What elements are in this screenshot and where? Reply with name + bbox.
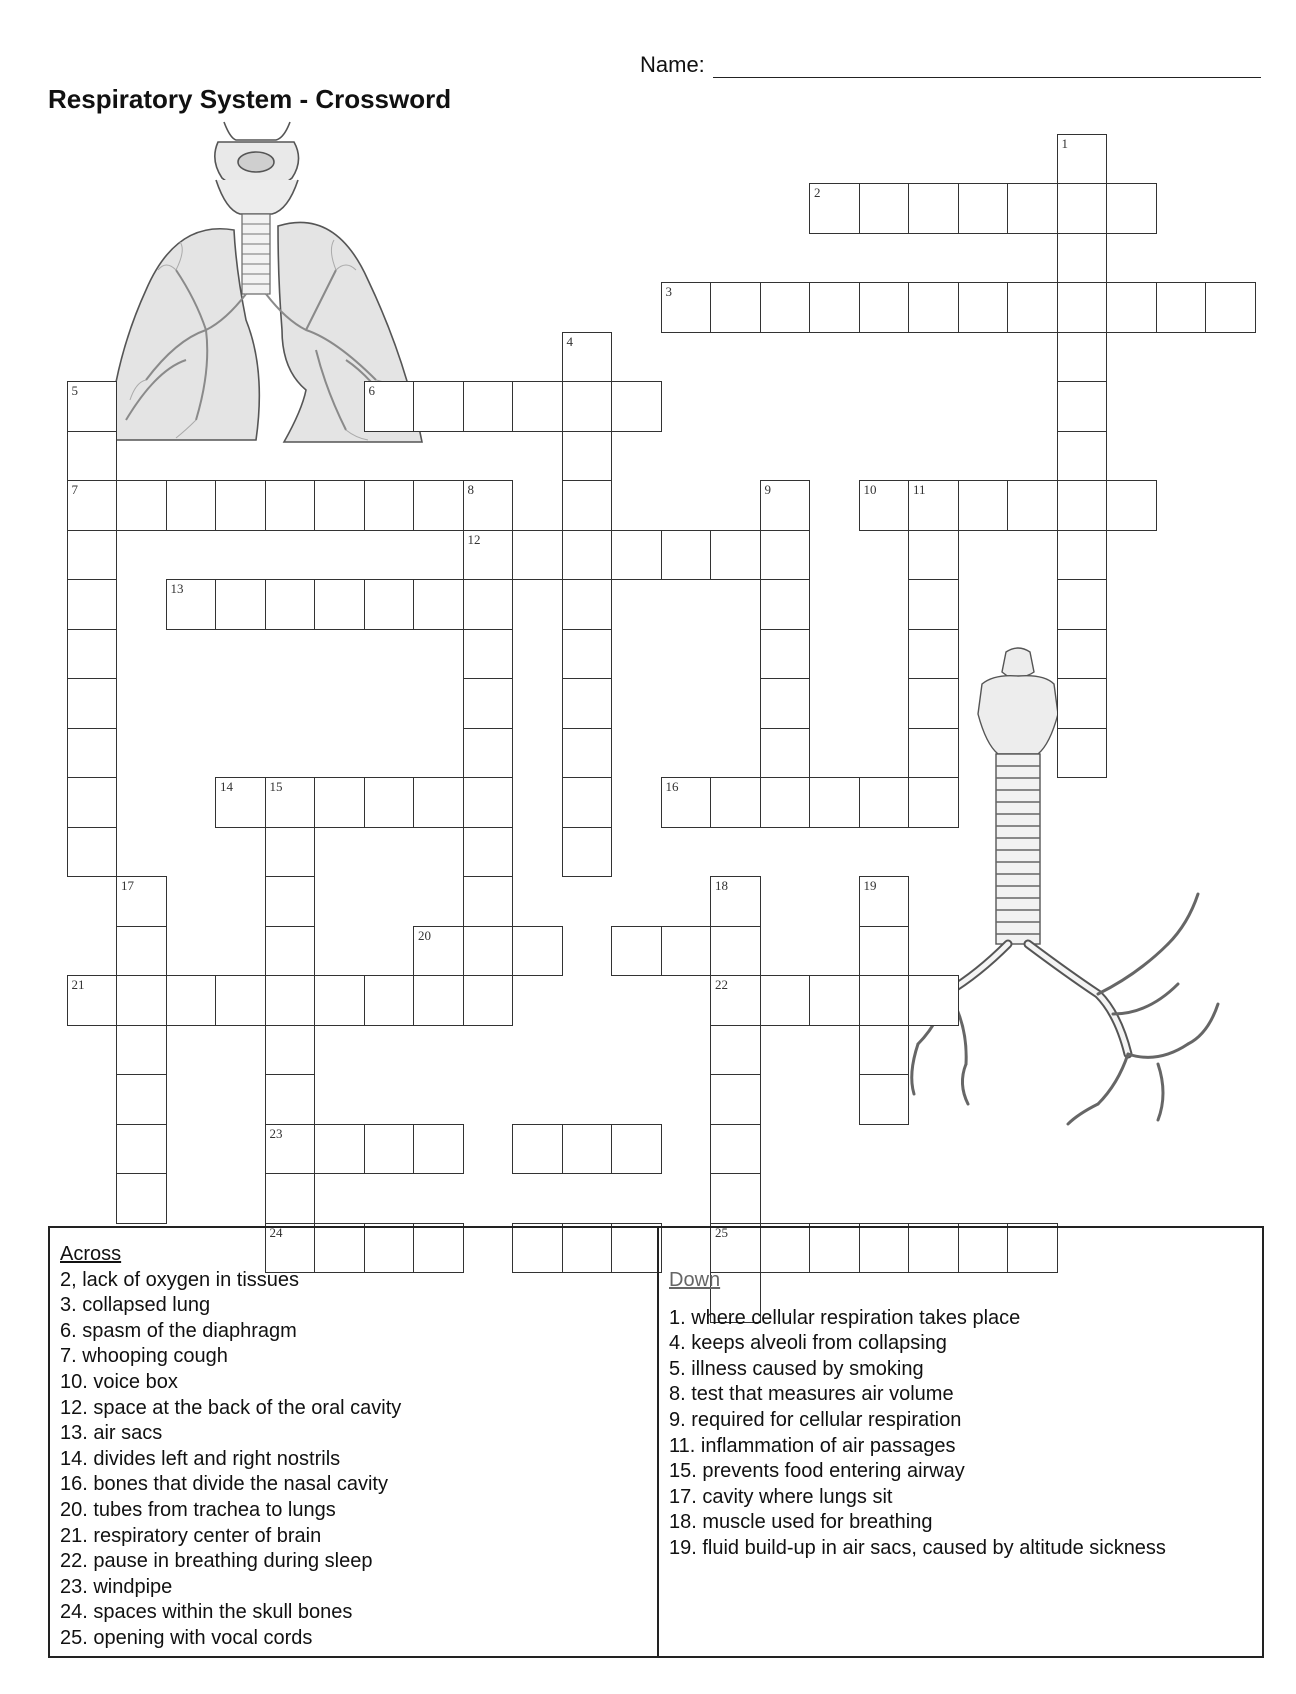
crossword-cell[interactable] xyxy=(760,282,811,333)
crossword-cell[interactable] xyxy=(710,1025,761,1076)
crossword-cell[interactable] xyxy=(413,926,464,977)
across-clues xyxy=(50,1228,659,1656)
clue-number: 20 xyxy=(418,927,431,943)
across-clue: 22. pause in breathing during sleep xyxy=(60,1550,373,1573)
crossword-cell[interactable] xyxy=(562,629,613,680)
across-clue: 23. windpipe xyxy=(60,1575,173,1598)
crossword-cell[interactable] xyxy=(908,530,959,581)
crossword-cell[interactable] xyxy=(710,1124,761,1175)
crossword-cell[interactable] xyxy=(562,431,613,482)
clue-number: 24 xyxy=(269,1224,283,1240)
crossword-cell[interactable] xyxy=(809,183,860,234)
crossword-cell[interactable] xyxy=(710,530,761,581)
crossword-cell[interactable] xyxy=(859,975,910,1026)
crossword-cell[interactable] xyxy=(265,827,316,878)
crossword-cell[interactable] xyxy=(116,1173,167,1224)
crossword-cell[interactable] xyxy=(760,530,811,581)
across-clue: 3. collapsed lung xyxy=(60,1294,211,1317)
clue-number: 1 xyxy=(1061,135,1068,151)
crossword-cell[interactable] xyxy=(1057,678,1108,729)
crossword-cell[interactable] xyxy=(166,579,217,630)
crossword-cell[interactable] xyxy=(760,728,811,779)
across-clue: 24. spaces within the skull bones xyxy=(60,1601,353,1624)
crossword-cell[interactable] xyxy=(661,777,712,828)
crossword-cell[interactable] xyxy=(67,579,118,630)
crossword-cell[interactable] xyxy=(1106,183,1157,234)
crossword-cell[interactable] xyxy=(908,480,959,531)
crossword-cell[interactable] xyxy=(661,530,712,581)
crossword-cell[interactable] xyxy=(265,926,316,977)
crossword-cell[interactable] xyxy=(463,381,514,432)
crossword-cell[interactable] xyxy=(116,1124,167,1175)
down-clue-list xyxy=(669,1306,1262,1562)
crossword-cell[interactable] xyxy=(463,579,514,630)
down-clues xyxy=(659,1228,1262,1656)
crossword-cell[interactable] xyxy=(760,975,811,1026)
crossword-cell[interactable] xyxy=(463,629,514,680)
crossword-cell[interactable] xyxy=(562,827,613,878)
crossword-cell[interactable] xyxy=(958,183,1009,234)
clue-number: 10 xyxy=(863,482,877,497)
crossword-cell[interactable] xyxy=(116,926,167,977)
crossword-cell[interactable] xyxy=(908,282,959,333)
crossword-cell[interactable] xyxy=(116,1074,167,1125)
crossword-cell[interactable] xyxy=(562,381,613,432)
crossword-cell[interactable] xyxy=(710,926,761,977)
crossword-cell[interactable] xyxy=(809,777,860,828)
crossword-cell[interactable] xyxy=(67,678,118,729)
crossword-cell[interactable] xyxy=(413,480,464,531)
across-clue: 13. air sacs xyxy=(60,1422,163,1445)
crossword-cell[interactable] xyxy=(364,480,415,531)
crossword-cell[interactable] xyxy=(1007,183,1058,234)
crossword-cell[interactable] xyxy=(413,975,464,1026)
crossword-cell[interactable] xyxy=(166,480,217,531)
crossword-cell[interactable] xyxy=(809,282,860,333)
crossword-cell[interactable] xyxy=(314,579,365,630)
across-clue-list xyxy=(60,1268,657,1652)
across-clue: 16. bones that divide the nasal cavity xyxy=(60,1473,388,1496)
crossword-cell[interactable] xyxy=(67,530,118,581)
crossword-cell[interactable] xyxy=(611,381,662,432)
crossword-cell[interactable] xyxy=(958,282,1009,333)
crossword-cell[interactable] xyxy=(661,926,712,977)
crossword-cell[interactable] xyxy=(859,1025,910,1076)
clue-number: 2 xyxy=(814,185,821,200)
clue-number: 12 xyxy=(467,531,481,547)
down-clue: 8. test that measures air volume xyxy=(669,1383,954,1406)
clues-box xyxy=(48,1226,1264,1658)
crossword-cell[interactable] xyxy=(859,282,910,333)
crossword-cell[interactable] xyxy=(67,827,118,878)
crossword-cell[interactable] xyxy=(908,678,959,729)
crossword-cell[interactable] xyxy=(1057,530,1108,581)
clue-number: 15 xyxy=(269,779,283,794)
crossword-cell[interactable] xyxy=(562,579,613,630)
crossword-cell[interactable] xyxy=(958,480,1009,531)
crossword-cell[interactable] xyxy=(710,876,761,927)
crossword-cell[interactable] xyxy=(562,332,613,383)
crossword-cell[interactable] xyxy=(314,480,365,531)
name-underline[interactable] xyxy=(713,55,1261,78)
crossword-cell[interactable] xyxy=(859,876,910,927)
crossword-cell[interactable] xyxy=(562,728,613,779)
clue-number: 14 xyxy=(220,779,233,794)
crossword-cell[interactable] xyxy=(908,777,959,828)
across-clue: 6. spasm of the diaphragm xyxy=(60,1319,297,1342)
crossword-cell[interactable] xyxy=(809,975,860,1026)
crossword-cell[interactable] xyxy=(710,1173,761,1224)
clue-number: 3 xyxy=(665,284,672,299)
crossword-cell[interactable] xyxy=(215,480,266,531)
crossword-cell[interactable] xyxy=(67,431,118,482)
across-clue: 21. respiratory center of brain xyxy=(60,1524,322,1547)
crossword-cell[interactable] xyxy=(265,1025,316,1076)
crossword-cell[interactable] xyxy=(413,777,464,828)
crossword-cell[interactable] xyxy=(710,282,761,333)
crossword-cell[interactable] xyxy=(463,975,514,1026)
crossword-cell[interactable] xyxy=(512,530,563,581)
crossword-cell[interactable] xyxy=(364,975,415,1026)
crossword-cell[interactable] xyxy=(116,975,167,1026)
crossword-cell[interactable] xyxy=(463,530,514,581)
crossword-cell[interactable] xyxy=(215,777,266,828)
crossword-cell[interactable] xyxy=(859,1074,910,1125)
crossword-cell[interactable] xyxy=(661,282,712,333)
clue-number: 6 xyxy=(368,383,375,398)
crossword-cell[interactable] xyxy=(116,1025,167,1076)
name-field[interactable] xyxy=(640,52,1261,78)
crossword-cell[interactable] xyxy=(562,480,613,531)
crossword-cell[interactable] xyxy=(116,876,167,927)
crossword-cell[interactable] xyxy=(265,1074,316,1125)
crossword-cell[interactable] xyxy=(1156,282,1207,333)
crossword-cell[interactable] xyxy=(908,183,959,234)
crossword-cell[interactable] xyxy=(67,480,118,531)
crossword-cell[interactable] xyxy=(611,1124,662,1175)
clue-number: 22 xyxy=(715,977,728,992)
crossword-cell[interactable] xyxy=(314,1124,365,1175)
crossword-cell[interactable] xyxy=(67,381,118,432)
crossword-cell[interactable] xyxy=(413,579,464,630)
crossword-cell[interactable] xyxy=(611,530,662,581)
crossword-cell[interactable] xyxy=(67,728,118,779)
crossword-cell[interactable] xyxy=(859,926,910,977)
crossword-cell[interactable] xyxy=(265,876,316,927)
clue-number: 4 xyxy=(566,333,573,349)
crossword-cell[interactable] xyxy=(116,480,167,531)
crossword-cell[interactable] xyxy=(859,183,910,234)
down-clue: 1. where cellular respiration takes place xyxy=(669,1306,1021,1329)
name-label: Name: xyxy=(640,52,705,77)
clue-number: 17 xyxy=(121,878,134,893)
crossword-cell[interactable] xyxy=(1057,332,1108,383)
crossword-cell[interactable] xyxy=(265,1124,316,1175)
across-clue: 14. divides left and right nostrils xyxy=(60,1447,341,1470)
down-clue: 19. fluid build-up in air sacs, caused by altitude sickness xyxy=(669,1536,1166,1559)
crossword-cell[interactable] xyxy=(166,975,217,1026)
crossword-cell[interactable] xyxy=(265,1173,316,1224)
crossword-cell[interactable] xyxy=(1106,480,1157,531)
clue-number: 23 xyxy=(269,1125,283,1141)
clue-number: 5 xyxy=(71,383,78,398)
crossword-cell[interactable] xyxy=(1057,480,1108,531)
crossword-cell[interactable] xyxy=(364,777,415,828)
crossword-cell[interactable] xyxy=(1057,431,1108,482)
crossword-cell[interactable] xyxy=(1057,728,1108,779)
across-heading: Across xyxy=(60,1243,122,1265)
down-clue: 9. required for cellular respiration xyxy=(669,1408,962,1431)
crossword-cell[interactable] xyxy=(67,777,118,828)
crossword-cell[interactable] xyxy=(314,777,365,828)
across-clue: 12. space at the back of the oral cavity xyxy=(60,1396,402,1419)
crossword-cell[interactable] xyxy=(67,975,118,1026)
crossword-cell[interactable] xyxy=(1106,282,1157,333)
crossword-cell[interactable] xyxy=(1007,480,1058,531)
down-clue: 18. muscle used for breathing xyxy=(669,1511,933,1534)
crossword-cell[interactable] xyxy=(1057,579,1108,630)
crossword-cell[interactable] xyxy=(1057,282,1108,333)
clue-number: 21 xyxy=(71,977,85,992)
crossword-cell[interactable] xyxy=(859,480,910,531)
crossword-cell[interactable] xyxy=(265,975,316,1026)
clue-number: 25 xyxy=(715,1224,728,1240)
down-clue: 15. prevents food entering airway xyxy=(669,1460,965,1483)
across-clue: 25. opening with vocal cords xyxy=(60,1626,313,1649)
down-clue: 17. cavity where lungs sit xyxy=(669,1485,893,1508)
across-clue: 7. whooping cough xyxy=(60,1345,228,1368)
crossword-cell[interactable] xyxy=(463,480,514,531)
crossword-cell[interactable] xyxy=(463,827,514,878)
down-clue: 4. keeps alveoli from collapsing xyxy=(669,1332,947,1355)
crossword-cell[interactable] xyxy=(908,728,959,779)
crossword-cell[interactable] xyxy=(1057,381,1108,432)
crossword-cell[interactable] xyxy=(710,1074,761,1125)
crossword-cell[interactable] xyxy=(1057,629,1108,680)
crossword-cell[interactable] xyxy=(512,1124,563,1175)
crossword-cell[interactable] xyxy=(908,629,959,680)
crossword-cell[interactable] xyxy=(215,975,266,1026)
crossword-cell[interactable] xyxy=(760,629,811,680)
crossword-cell[interactable] xyxy=(413,1124,464,1175)
down-clue: 11. inflammation of air passages xyxy=(669,1434,956,1457)
crossword-cell[interactable] xyxy=(463,876,514,927)
clue-number: 9 xyxy=(764,482,771,497)
crossword-cell[interactable] xyxy=(314,975,365,1026)
crossword-cell[interactable] xyxy=(512,381,563,432)
crossword-cell[interactable] xyxy=(908,579,959,630)
crossword-cell[interactable] xyxy=(1057,233,1108,284)
crossword-cell[interactable] xyxy=(1205,282,1256,333)
across-clue: 20. tubes from trachea to lungs xyxy=(60,1498,336,1521)
crossword-cell[interactable] xyxy=(1057,134,1108,185)
page-title: Respiratory System - Crossword xyxy=(48,84,452,114)
crossword-cell[interactable] xyxy=(463,678,514,729)
crossword-cell[interactable] xyxy=(265,480,316,531)
crossword-cell[interactable] xyxy=(265,579,316,630)
crossword-cell[interactable] xyxy=(760,777,811,828)
clue-number: 16 xyxy=(665,779,679,794)
crossword-cell[interactable] xyxy=(710,975,761,1026)
crossword-cell[interactable] xyxy=(562,1124,613,1175)
clue-number: 7 xyxy=(71,482,78,497)
crossword-cell[interactable] xyxy=(215,579,266,630)
crossword-cell[interactable] xyxy=(463,926,514,977)
crossword-cell[interactable] xyxy=(413,381,464,432)
crossword-cell[interactable] xyxy=(67,629,118,680)
crossword-cell[interactable] xyxy=(859,777,910,828)
crossword-cell[interactable] xyxy=(463,728,514,779)
crossword-cell[interactable] xyxy=(562,530,613,581)
clue-number: 8 xyxy=(467,482,474,497)
crossword-cell[interactable] xyxy=(1057,183,1108,234)
crossword-cell[interactable] xyxy=(512,926,563,977)
crossword-cell[interactable] xyxy=(562,777,613,828)
crossword-cell[interactable] xyxy=(562,678,613,729)
crossword-cell[interactable] xyxy=(908,975,959,1026)
clue-number: 18 xyxy=(715,878,728,893)
down-clue: 5. illness caused by smoking xyxy=(669,1357,924,1380)
crossword-cell[interactable] xyxy=(710,777,761,828)
crossword-cell[interactable] xyxy=(463,777,514,828)
crossword-cell[interactable] xyxy=(364,381,415,432)
clue-number: 13 xyxy=(170,581,184,596)
down-heading: Down xyxy=(669,1269,721,1291)
crossword-cell[interactable] xyxy=(364,579,415,630)
crossword-cell[interactable] xyxy=(265,777,316,828)
crossword-cell[interactable] xyxy=(611,926,662,977)
clue-number: 11 xyxy=(913,482,926,497)
crossword-cell[interactable] xyxy=(1007,282,1058,333)
across-clue: 10. voice box xyxy=(60,1370,178,1393)
crossword-cell[interactable] xyxy=(760,579,811,630)
across-clue: 2, lack of oxygen in tissues xyxy=(60,1268,300,1291)
crossword-cell[interactable] xyxy=(760,480,811,531)
crossword-cell[interactable] xyxy=(364,1124,415,1175)
clue-number: 19 xyxy=(863,878,877,893)
crossword-cell[interactable] xyxy=(760,678,811,729)
